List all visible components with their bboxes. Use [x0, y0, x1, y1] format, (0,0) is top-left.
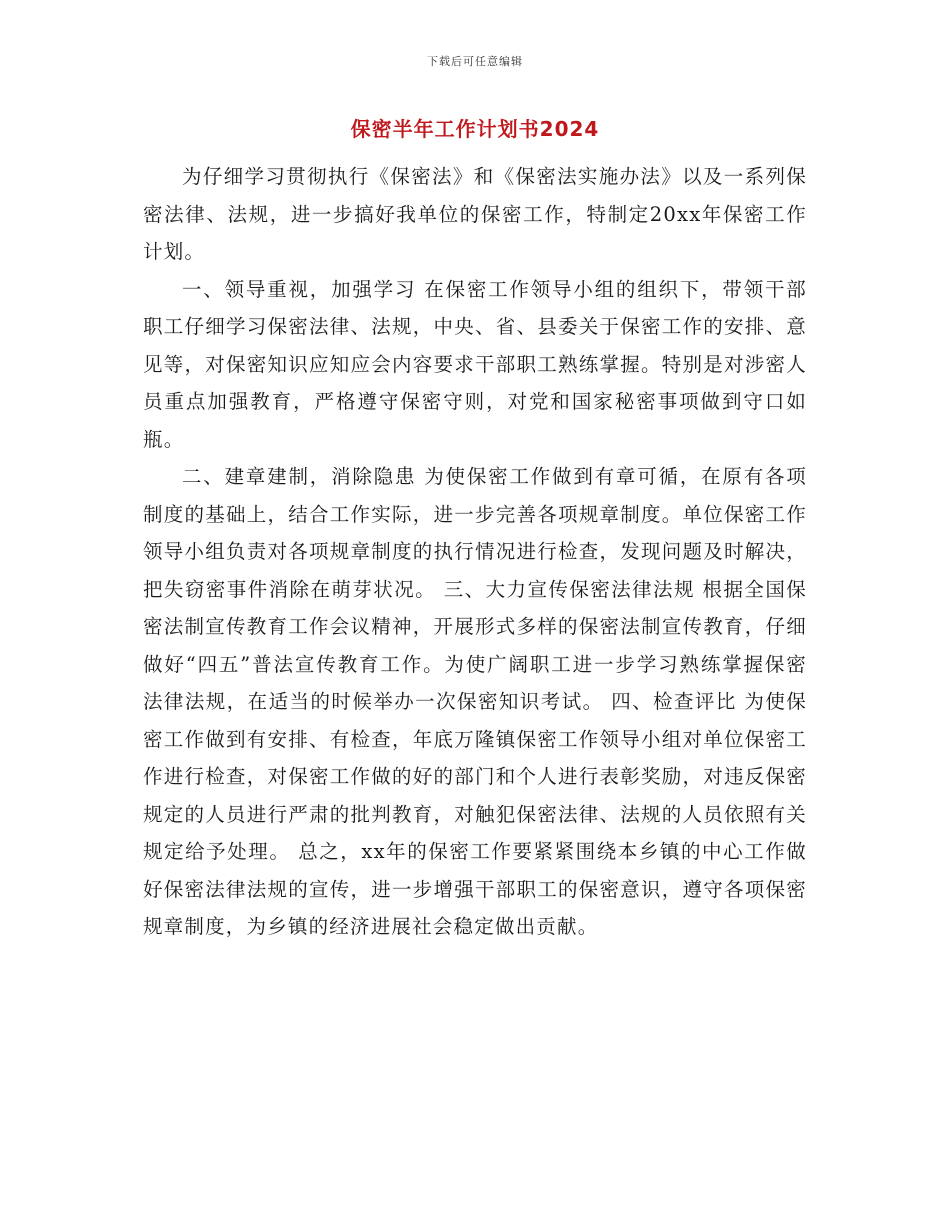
- paragraph-section-1: 一、领导重视，加强学习 在保密工作领导小组的组织下，带领干部职工仔细学习保密法律、法规，中央、省、县委关于保密工作的安排、意见等，对保密知识应知应会内容要求干部职工熟练掌握。特别是对涉密人员重点加强教育，严格遵守保密守则，对党和国家秘密事项做到守口如瓶。: [143, 277, 807, 451]
- document-body: [143, 158, 807, 946]
- paragraph-section-2-4: 二、建章建制，消除隐患 为使保密工作做到有章可循，在原有各项制度的基础上，结合工作实际，进一步完善各项规章制度。单位保密工作领导小组负责对各项规章制度的执行情况进行检查，发现问题及时解决，把失窃密事件消除在萌芽状况。 三、大力宣传保密法律法规 根据全国保密法制宣传教育工作会议精神，开展形式多样的保密法制宣传教育，仔细做好“四五”普法宣传教育工作。为使广阔职工进一步学习熟练掌握保密法律法规，在适当的时候举办一次保密知识考试。 四、检查评比 为使保密工作做到有安排、有检查，年底万隆镇保密工作领导小组对单位保密工作进行检查，对保密工作做的好的部门和个人进行表彰奖励，对违反保密规定的人员进行严肃的批判教育，对触犯保密法律、法规的人员依照有关规定给予处理。 总之，xx年的保密工作要紧紧围绕本乡镇的中心工作做好保密法律法规的宣传，进一步增强干部职工的保密意识，遵守各项保密规章制度，为乡镇的经济进展社会稳定做出贡献。: [143, 465, 807, 938]
- header-note: 下载后可任意编辑: [427, 55, 523, 68]
- paragraph-intro: 为仔细学习贯彻执行《保密法》和《保密法实施办法》以及一系列保密法律、法规，进一步搞好我单位的保密工作，特制定20xx年保密工作计划。: [143, 165, 807, 263]
- document-title: 保密半年工作计划书2024: [350, 117, 600, 141]
